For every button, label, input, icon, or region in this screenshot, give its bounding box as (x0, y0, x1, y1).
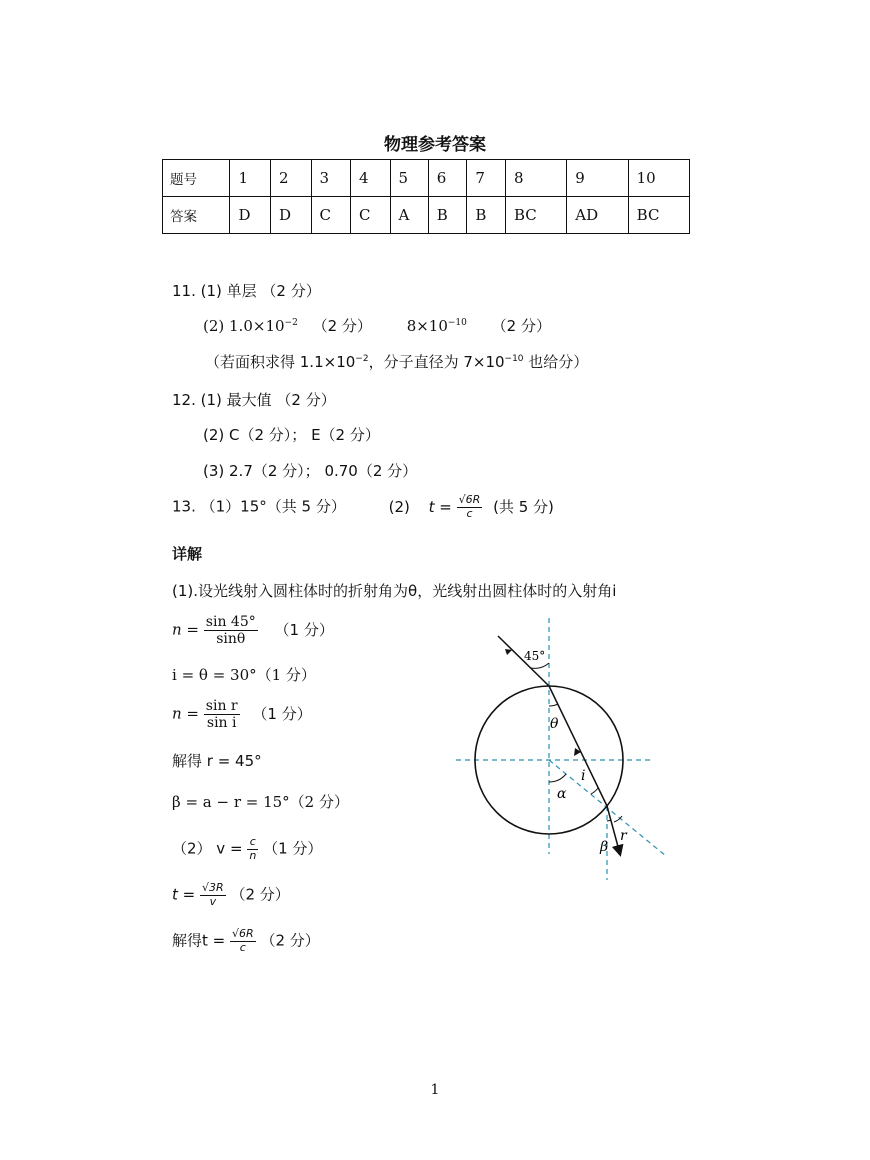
eq5: β = a − r = 15°（2 分） (172, 793, 349, 811)
eq6 (172, 836, 322, 862)
eq3-score: （1 分） (252, 704, 312, 723)
fraction-numerator: c (247, 836, 258, 850)
fraction-numerator: sin r (205, 698, 238, 714)
table-cell: 2 (271, 160, 312, 197)
eq3-fraction (204, 698, 240, 731)
table-cell: C (351, 197, 390, 234)
fraction-denominator: n (249, 848, 257, 862)
eq8-score: （2 分） (260, 931, 320, 950)
table-cell: 8 (505, 160, 566, 197)
q11-value-area: (2) 1.0×10 (203, 317, 285, 335)
table-cell: D (230, 197, 271, 234)
eq3-lhs: n = (172, 704, 199, 723)
q12-line2: (2) C（2 分）； E（2 分） (203, 426, 380, 444)
label-45: 45° (524, 649, 546, 663)
label-r: r (620, 828, 627, 844)
fraction-numerator: √6R (232, 927, 254, 940)
table-cell: AD (567, 197, 628, 234)
q11-value-diameter: 8×10 (406, 317, 448, 335)
detail-intro: (1).设光线射入圆柱体时的折射角为θ，光线射出圆柱体时的入射角i (172, 582, 617, 600)
table-row (163, 197, 690, 234)
angle-45-arc (531, 663, 549, 668)
table-cell: BC (505, 197, 566, 234)
q13-suffix: (共 5 分) (493, 497, 554, 516)
q11-note-a: （若面积求得 1.1×10 (205, 353, 356, 371)
table-cell: 10 (628, 160, 689, 197)
q13-t-lhs: t = (428, 497, 452, 516)
fraction-denominator: sinθ (216, 631, 246, 648)
page-number: 1 (430, 1082, 440, 1098)
table-row (163, 160, 690, 197)
table-cell: B (428, 197, 467, 234)
table-cell: 6 (428, 160, 467, 197)
eq1-lhs: n = (172, 620, 199, 639)
q11-score-b: （2 分） (491, 317, 551, 335)
table-cell: 4 (351, 160, 390, 197)
eq7-score: （2 分） (230, 885, 290, 904)
table-cell: A (390, 197, 428, 234)
q12-line3: (3) 2.7（2 分）； 0.70（2 分） (203, 462, 418, 480)
table-cell: 5 (390, 160, 428, 197)
eq7-lhs: t = (172, 885, 196, 904)
q12-line1: 12. (1) 最大值 （2 分） (172, 391, 336, 409)
q13-part2: (2) (388, 497, 410, 516)
eq1 (172, 614, 334, 647)
eq2: i = θ = 30°（1 分） (172, 666, 316, 684)
q13-prefix: 13. （1）15°（共 5 分） (172, 497, 346, 516)
label-i: i (581, 768, 586, 784)
table-cell: BC (628, 197, 689, 234)
table-cell: 3 (311, 160, 350, 197)
incident-arrow (505, 649, 512, 655)
q11-score-a: （2 分） (312, 317, 372, 335)
dashed-guides (456, 618, 666, 880)
q13-line (172, 494, 554, 520)
q11-note-b: ，分子直径为 7×10 (368, 353, 505, 371)
table-cell: 1 (230, 160, 271, 197)
q11-note-exp-b: −10 (504, 354, 524, 364)
fraction-denominator: c (466, 506, 473, 520)
table-cell: D (271, 197, 312, 234)
table-row-header: 题号 (163, 160, 230, 197)
eq4: 解得 r = 45° (172, 752, 262, 770)
eq6-score: （1 分） (263, 839, 323, 858)
fraction-numerator: √6R (458, 493, 481, 506)
q11-line2 (203, 315, 551, 336)
eq7-fraction (200, 882, 226, 908)
q11-exp-area: −2 (284, 318, 298, 328)
fraction-numerator: √3R (202, 881, 224, 894)
page-title: 物理参考答案 (384, 135, 486, 155)
q11-note (205, 351, 588, 372)
fraction-denominator: v (209, 894, 217, 908)
eq8 (172, 928, 320, 954)
eq8-fraction (230, 928, 256, 954)
q11-exp-diameter: −10 (447, 318, 467, 328)
table-cell: 7 (467, 160, 506, 197)
refraction-diagram (440, 618, 680, 888)
answer-table (162, 159, 690, 234)
detail-heading: 详解 (172, 545, 203, 563)
eq6-lhs: （2） v = (172, 839, 243, 858)
table-cell: B (467, 197, 506, 234)
angle-alpha-arc (549, 774, 566, 782)
eq7 (172, 882, 290, 908)
label-beta: β (600, 839, 609, 855)
fraction-numerator: sin 45° (205, 614, 256, 630)
eq1-fraction (204, 614, 258, 647)
label-alpha: α (557, 786, 567, 802)
eq3 (172, 698, 312, 731)
angle-theta-arc (549, 704, 558, 706)
q11-note-c: 也给分） (523, 353, 589, 371)
label-theta: θ (550, 716, 559, 732)
q11-line1: 11. (1) 单层 （2 分） (172, 282, 321, 300)
fraction-denominator: c (239, 940, 246, 954)
eq8-lhs: 解得t = (172, 931, 226, 950)
eq6-fraction (247, 836, 258, 862)
angle-i-arc (591, 788, 598, 794)
fraction-denominator: sin i (206, 715, 237, 732)
q13-fraction (457, 494, 483, 520)
table-cell: C (311, 197, 350, 234)
q11-note-exp-a: −2 (355, 354, 369, 364)
table-cell: 9 (567, 160, 628, 197)
eq1-score: （1 分） (274, 620, 334, 639)
table-row-header: 答案 (163, 197, 230, 234)
